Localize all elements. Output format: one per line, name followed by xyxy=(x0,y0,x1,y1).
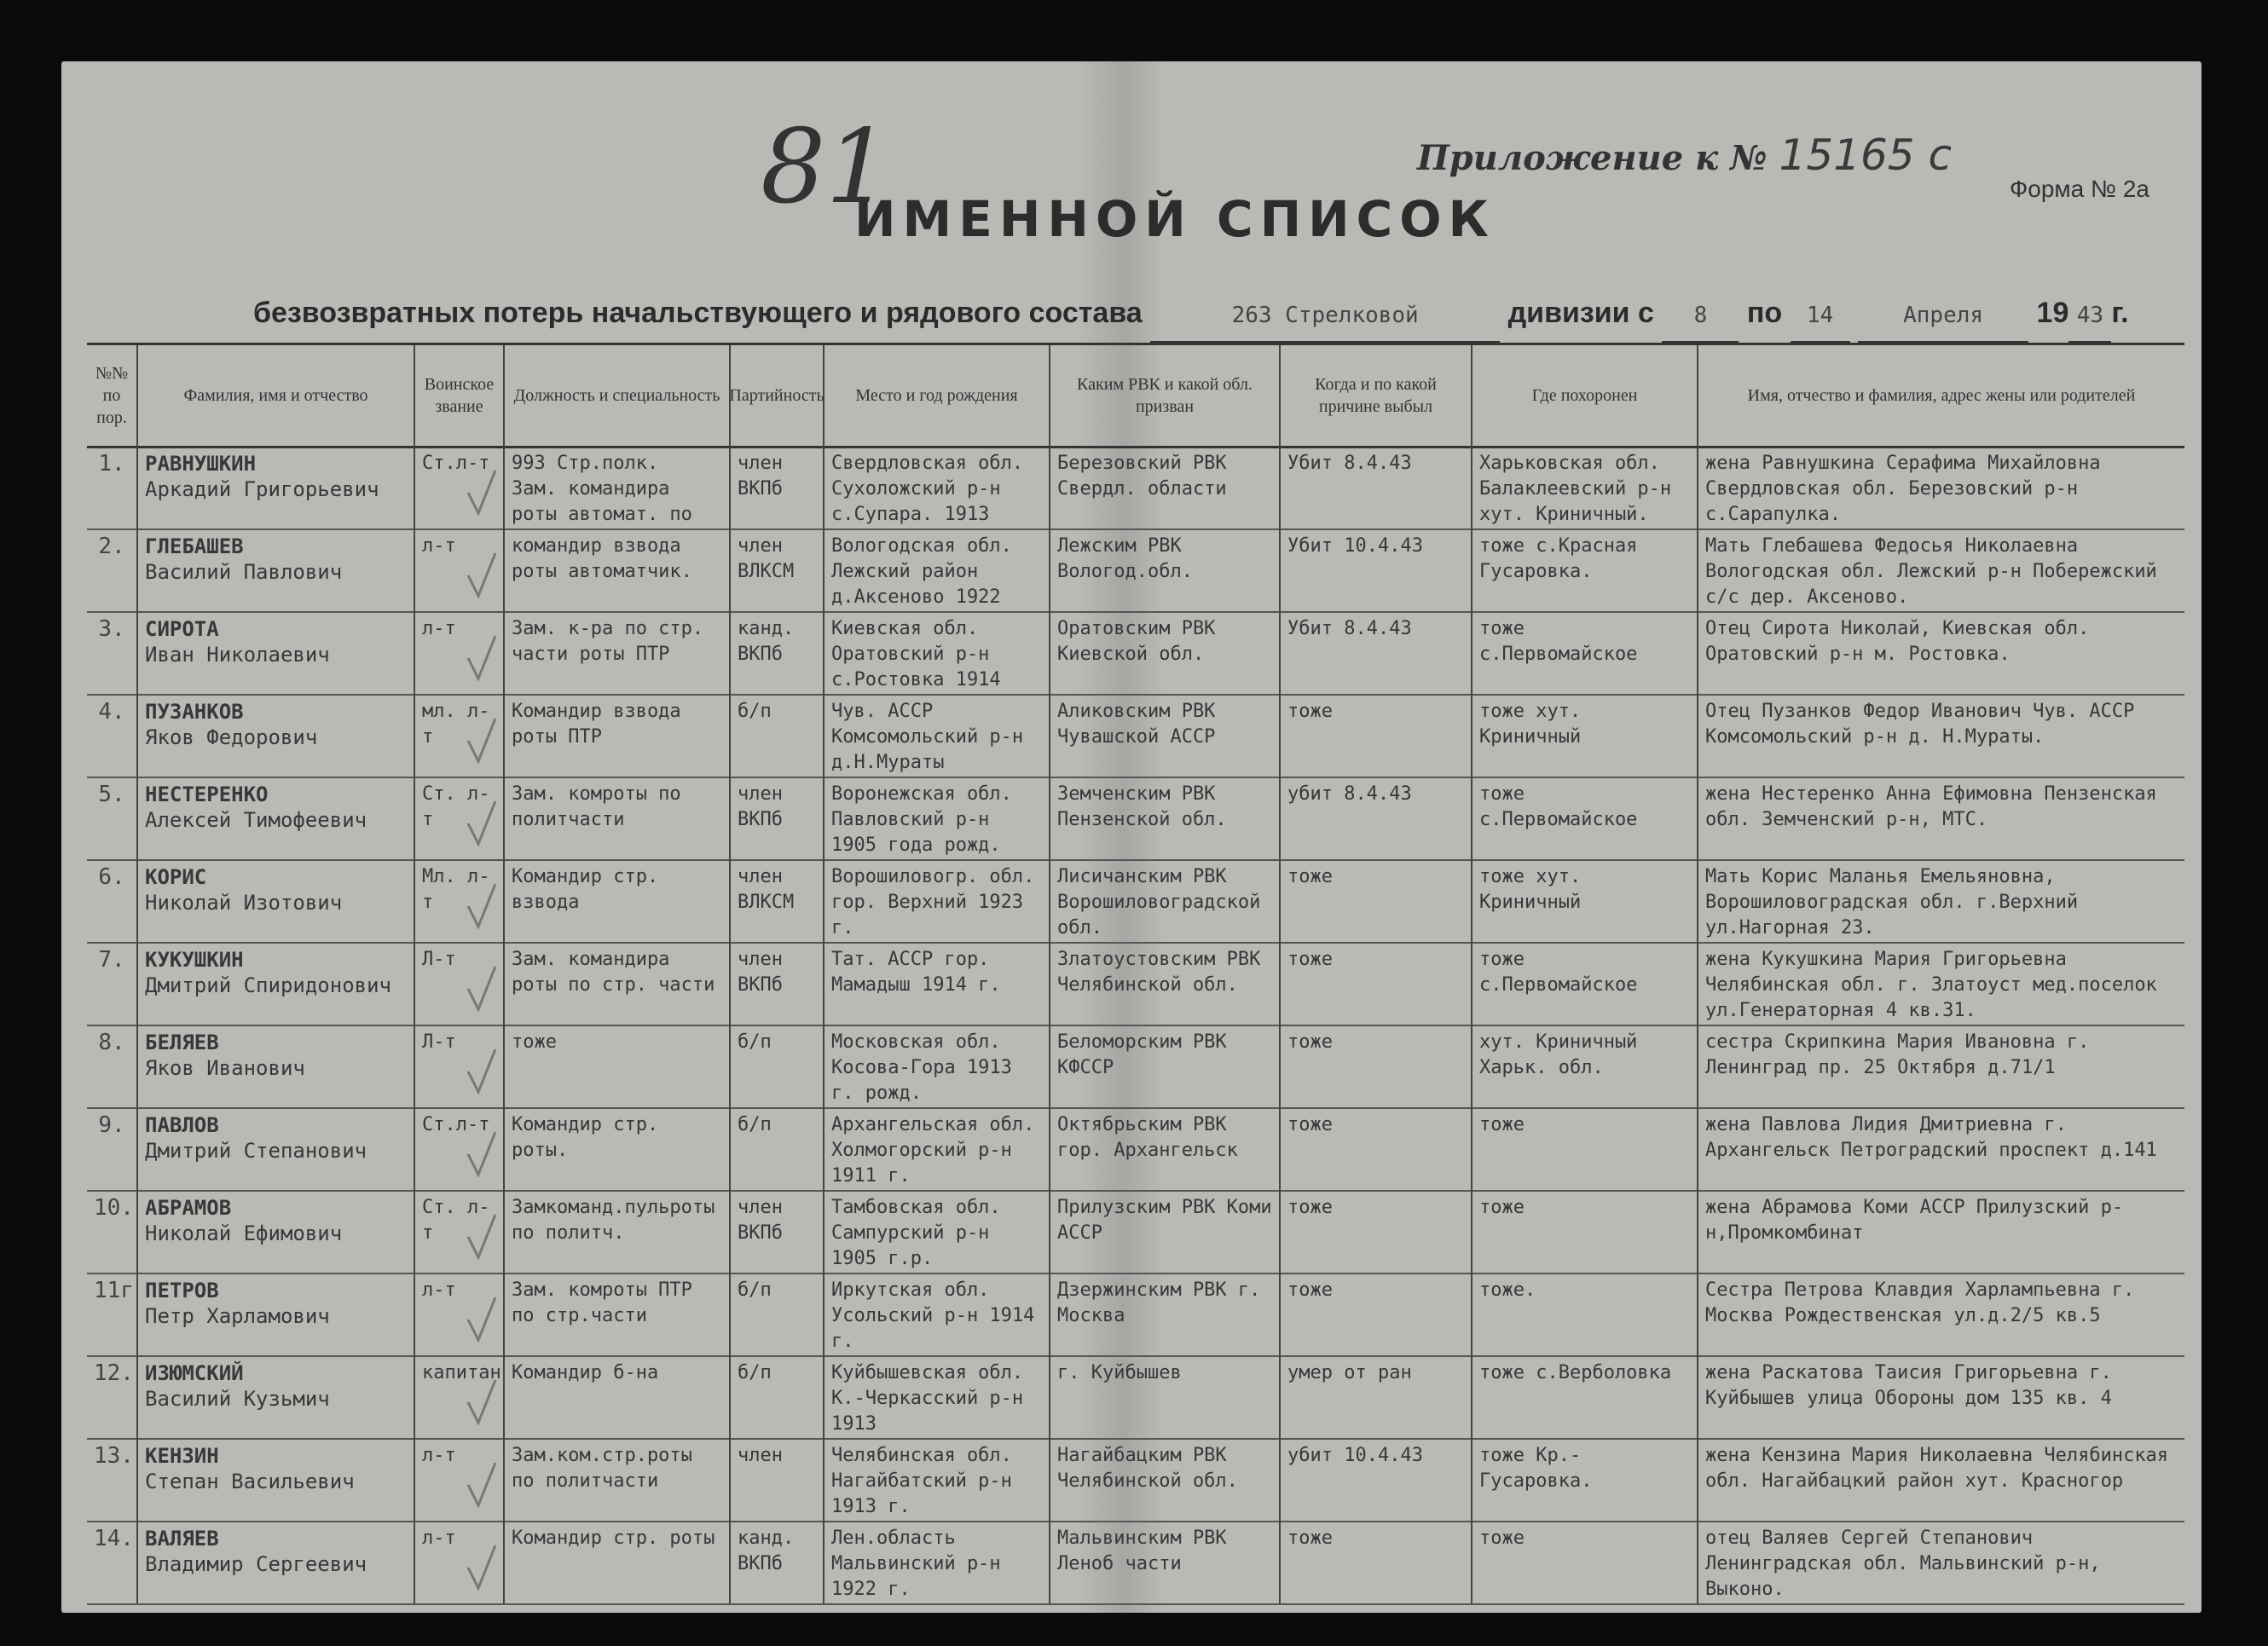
cell-name xyxy=(138,1355,415,1438)
cell-party: б/п xyxy=(731,1025,824,1107)
cell-position: Зам. к-ра по стр. части роты ПТР xyxy=(505,611,731,694)
cell-name xyxy=(138,1521,415,1603)
cell-rank: л-т xyxy=(415,528,505,611)
col-header-birth: Место и год рождения xyxy=(824,345,1050,446)
document-sheet xyxy=(61,61,2201,1613)
col-header-number: №№ по пор. xyxy=(87,345,138,446)
surname: ВАЛЯЕВ xyxy=(145,1527,219,1551)
cell-number: 8. xyxy=(87,1025,138,1107)
table-row xyxy=(87,1355,2184,1440)
cell-when: тоже xyxy=(1281,1521,1472,1603)
cell-relative: жена Кензина Мария Николаевна Челябинская обл. Нагайбацкий район хут. Красногор xyxy=(1705,1445,2169,1492)
cell-rank: Л-т xyxy=(415,942,505,1025)
checkmark-icon xyxy=(462,1211,499,1262)
cell-rank: л-т xyxy=(415,1273,505,1355)
cell-number: 7. xyxy=(87,942,138,1025)
year-end: г. xyxy=(2111,297,2129,329)
cell-rank: Л-т xyxy=(415,1025,505,1107)
cell-birth: Ворошиловогр. обл. гор. Верхний 1923 г. xyxy=(824,859,1050,942)
cell-number: 11г xyxy=(87,1273,138,1355)
cell-when: Убит 8.4.43 xyxy=(1281,611,1472,694)
cell-number: 9. xyxy=(87,1107,138,1190)
cell-birth: Куйбышевская обл. К.-Черкасский р-н 1913 xyxy=(824,1355,1050,1438)
table-row xyxy=(87,1273,2184,1357)
cell-buried: тоже xyxy=(1472,1521,1698,1603)
cell-rvk: Дзержинским РВК г. Москва xyxy=(1050,1273,1281,1355)
cell-birth: Лен.область Мальвинский р-н 1922 г. xyxy=(824,1521,1050,1603)
given-names: Василий Кузьмич xyxy=(145,1387,330,1411)
table-row xyxy=(87,446,2184,530)
cell-when: Убит 10.4.43 xyxy=(1281,528,1472,611)
cell-position: Командир б-на xyxy=(505,1355,731,1438)
cell-buried: тоже xyxy=(1472,1107,1698,1190)
cell-buried: тоже с.Красная Гусаровка. xyxy=(1472,528,1698,611)
cell-rvk: Земченским РВК Пензенской обл. xyxy=(1050,777,1281,859)
cell-buried: тоже хут. Криничный xyxy=(1472,859,1698,942)
cell-birth: Тат. АССР гор. Мамадыш 1914 г. xyxy=(824,942,1050,1025)
cell-party: член ВЛКСМ xyxy=(731,859,824,942)
cell-rank: Ст.л-т xyxy=(415,1107,505,1190)
date-to: 14 xyxy=(1791,290,1850,343)
cell-number: 1. xyxy=(87,446,138,528)
cell-rank: л-т xyxy=(415,1521,505,1603)
cell-buried: тоже с.Верболовка xyxy=(1472,1355,1698,1438)
surname: ИЗЮМСКИЙ xyxy=(145,1361,244,1385)
cell-rvk: Аликовским РВК Чувашской АССР xyxy=(1050,694,1281,777)
cell-name xyxy=(138,1107,415,1190)
checkmark-icon xyxy=(462,1377,499,1428)
month: Апреля xyxy=(1858,290,2028,343)
cell-relative: Отец Сирота Николай, Киевская обл. Оратовский р-н м. Ростовка. xyxy=(1705,618,2090,665)
cell-name xyxy=(138,777,415,859)
cell-position: Командир стр. роты xyxy=(505,1521,731,1603)
cell-birth: Московская обл. Косова-Гора 1913 г. рожд. xyxy=(824,1025,1050,1107)
appendix-label: Приложение к № xyxy=(1417,138,1768,178)
cell-party: член xyxy=(731,1438,824,1521)
cell-birth: Иркутская обл. Усольский р-н 1914 г. xyxy=(824,1273,1050,1355)
cell-relative: жена Раскатова Таисия Григорьевна г. Куйбышев улица Обороны дом 135 кв. 4 xyxy=(1705,1362,2112,1409)
checkmark-icon xyxy=(462,550,499,601)
checkmark-icon xyxy=(462,963,499,1014)
cell-name xyxy=(138,694,415,777)
cell-party: канд. ВКПб xyxy=(731,1521,824,1603)
cell-party: б/п xyxy=(731,1107,824,1190)
given-names: Иван Николаевич xyxy=(145,643,330,667)
cell-rank: л-т xyxy=(415,1438,505,1521)
surname: СИРОТА xyxy=(145,617,219,641)
cell-buried: тоже с.Первомайское xyxy=(1472,942,1698,1025)
table-row xyxy=(87,1107,2184,1192)
given-names: Алексей Тимофеевич xyxy=(145,808,367,832)
given-names: Яков Федорович xyxy=(145,725,318,749)
surname: НЕСТЕРЕНКО xyxy=(145,783,269,806)
cell-name xyxy=(138,942,415,1025)
cell-number: 5. xyxy=(87,777,138,859)
cell-rvk: Октябрьским РВК гор. Архангельск xyxy=(1050,1107,1281,1190)
cell-birth: Киевская обл. Оратовский р-н с.Ростовка 1914 xyxy=(824,611,1050,694)
table-row xyxy=(87,694,2184,778)
cell-buried: тоже с.Первомайское xyxy=(1472,777,1698,859)
division-label: дивизии с xyxy=(1507,297,1654,329)
surname: ПАВЛОВ xyxy=(145,1113,219,1137)
cell-name xyxy=(138,1438,415,1521)
cell-name xyxy=(138,1025,415,1107)
table-row xyxy=(87,859,2184,944)
given-names: Дмитрий Спиридонович xyxy=(145,973,391,997)
cell-when: умер от ран xyxy=(1281,1355,1472,1438)
table-row xyxy=(87,1438,2184,1522)
surname: ПЕТРОВ xyxy=(145,1279,219,1302)
cell-buried: тоже Кр.-Гусаровка. xyxy=(1472,1438,1698,1521)
surname: БЕЛЯЕВ xyxy=(145,1031,219,1054)
given-names: Василий Павлович xyxy=(145,560,343,584)
checkmark-icon xyxy=(462,1046,499,1097)
cell-number: 12. xyxy=(87,1355,138,1438)
col-header-position: Должность и специальность xyxy=(505,345,731,446)
cell-name xyxy=(138,611,415,694)
cell-when: тоже xyxy=(1281,1107,1472,1190)
cell-number: 13. xyxy=(87,1438,138,1521)
table-row xyxy=(87,1521,2184,1605)
table-row xyxy=(87,1190,2184,1274)
cell-name xyxy=(138,1190,415,1273)
cell-relative: Сестра Петрова Клавдия Харлампьевна г. Москва Рождественская ул.д.2/5 кв.5 xyxy=(1705,1279,2135,1326)
cell-buried: хут. Криничный Харьк. обл. xyxy=(1472,1025,1698,1107)
surname: РАВНУШКИН xyxy=(145,452,257,476)
date-from: 8 xyxy=(1662,290,1739,343)
appendix-number: 15165 с xyxy=(1779,130,1952,180)
cell-number: 14. xyxy=(87,1521,138,1603)
cell-party: канд. ВКПб xyxy=(731,611,824,694)
table-row xyxy=(87,777,2184,861)
col-header-party: Партийность xyxy=(731,345,824,446)
col-header-rvk: Каким РВК и какой обл. призван xyxy=(1050,345,1281,446)
given-names: Владимир Сергеевич xyxy=(145,1552,367,1576)
checkmark-icon xyxy=(462,1459,499,1510)
cell-birth: Архангельская обл. Холмогорский р-н 1911 г. xyxy=(824,1107,1050,1190)
subtitle-prefix: безвозвратных потерь начальствующего и рядового состава xyxy=(253,297,1143,329)
cell-party: член ВКПб xyxy=(731,1190,824,1273)
cell-party: б/п xyxy=(731,694,824,777)
date-to-label: по xyxy=(1746,297,1783,329)
surname: КОРИС xyxy=(145,865,207,889)
cell-rvk: Беломорским РВК КФССР xyxy=(1050,1025,1281,1107)
cell-rvk: г. Куйбышев xyxy=(1050,1355,1281,1438)
checkmark-icon xyxy=(462,798,499,849)
col-header-buried: Где похоронен xyxy=(1472,345,1698,446)
cell-rank: Ст. л-т xyxy=(415,1190,505,1273)
cell-party: б/п xyxy=(731,1273,824,1355)
cell-when: тоже xyxy=(1281,942,1472,1025)
given-names: Степан Васильевич xyxy=(145,1470,355,1493)
cell-rvk: Лисичанским РВК Ворошиловоградской обл. xyxy=(1050,859,1281,942)
cell-number: 2. xyxy=(87,528,138,611)
form-number: Форма № 2а xyxy=(2010,176,2149,202)
cell-when: Убит 8.4.43 xyxy=(1281,446,1472,528)
given-names: Аркадий Григорьевич xyxy=(145,477,379,501)
cell-rvk: Прилузским РВК Коми АССР xyxy=(1050,1190,1281,1273)
document-title: ИМЕННОЙ СПИСОК xyxy=(854,190,1496,248)
cell-number: 4. xyxy=(87,694,138,777)
appendix-reference xyxy=(1417,130,1952,181)
surname: КУКУШКИН xyxy=(145,948,244,972)
cell-rvk: Оратовским РВК Киевской обл. xyxy=(1050,611,1281,694)
cell-rvk: Березовский РВК Свердл. области xyxy=(1050,446,1281,528)
surname: ПУЗАНКОВ xyxy=(145,700,244,724)
col-header-rank: Воинское звание xyxy=(415,345,505,446)
cell-name xyxy=(138,859,415,942)
cell-number: 3. xyxy=(87,611,138,694)
cell-rank: мл. л-т xyxy=(415,694,505,777)
cell-rank: капитан xyxy=(415,1355,505,1438)
cell-party: член ВКПб xyxy=(731,446,824,528)
handwritten-page-number: 81 xyxy=(761,108,891,227)
cell-rank: л-т xyxy=(415,611,505,694)
cell-buried: тоже хут. Криничный xyxy=(1472,694,1698,777)
surname: АБРАМОВ xyxy=(145,1196,232,1220)
cell-rvk: Златоустовским РВК Челябинской обл. xyxy=(1050,942,1281,1025)
cell-rvk: Нагайбацким РВК Челябинской обл. xyxy=(1050,1438,1281,1521)
cell-relative: жена Равнушкина Серафима Михайловна Свердловская обл. Березовский р-н с.Сарапулка. xyxy=(1705,453,2101,525)
given-names: Николай Ефимович xyxy=(145,1222,343,1245)
cell-rank: Ст.л-т xyxy=(415,446,505,528)
given-names: Дмитрий Степанович xyxy=(145,1139,367,1163)
cell-birth: Челябинская обл. Нагайбатский р-н 1913 г. xyxy=(824,1438,1050,1521)
checkmark-icon xyxy=(462,715,499,766)
cell-position: Зам.ком.стр.роты по политчасти xyxy=(505,1438,731,1521)
cell-rank: Ст. л-т xyxy=(415,777,505,859)
col-header-relative: Имя, отчество и фамилия, адрес жены или родителей xyxy=(1747,386,2136,405)
cell-when: убит 8.4.43 xyxy=(1281,777,1472,859)
cell-position: Зам. комроты ПТР по стр.части xyxy=(505,1273,731,1355)
cell-buried: Харьковская обл. Балаклеевский р-н хут. Криничный. xyxy=(1472,446,1698,528)
cell-rvk: Лежским РВК Вологод.обл. xyxy=(1050,528,1281,611)
cell-relative: жена Нестеренко Анна Ефимовна Пензенская обл. Земченский р-н, МТС. xyxy=(1705,783,2157,830)
cell-relative: сестра Скрипкина Мария Ивановна г. Ленинград пр. 25 Октября д.71/1 xyxy=(1705,1031,2090,1078)
cell-party: член ВКПб xyxy=(731,777,824,859)
cell-birth: Чув. АССР Комсомольский р-н д.Н.Мураты xyxy=(824,694,1050,777)
cell-position: Замкоманд.пульроты по политч. xyxy=(505,1190,731,1273)
col-header-when: Когда и по какой причине выбыл xyxy=(1281,345,1472,446)
cell-relative: жена Кукушкина Мария Григорьевна Челябинская обл. г. Златоуст мед.поселок ул.Генераторная 4 кв.31. xyxy=(1705,949,2157,1021)
cell-birth: Вологодская обл. Лежский район д.Аксеново 1922 xyxy=(824,528,1050,611)
surname: ГЛЕБАШЕВ xyxy=(145,534,244,558)
cell-buried: тоже. xyxy=(1472,1273,1698,1355)
table-row xyxy=(87,942,2184,1026)
cell-name xyxy=(138,446,415,528)
cell-when: тоже xyxy=(1281,694,1472,777)
cell-number: 10. xyxy=(87,1190,138,1273)
cell-relative: Мать Корис Маланья Емельяновна, Ворошиловоградская обл. г.Верхний ул.Нагорная 23. xyxy=(1705,866,2079,939)
cell-birth: Воронежская обл. Павловский р-н 1905 года рожд. xyxy=(824,777,1050,859)
checkmark-icon xyxy=(462,1294,499,1345)
table-row xyxy=(87,611,2184,696)
cell-party: б/п xyxy=(731,1355,824,1438)
cell-relative: отец Валяев Сергей Степанович Ленинградская обл. Мальвинский р-н, Выконо. xyxy=(1705,1528,2101,1600)
cell-name xyxy=(138,528,415,611)
cell-when: убит 10.4.43 xyxy=(1281,1438,1472,1521)
cell-when: тоже xyxy=(1281,1025,1472,1107)
cell-position: Зам. комроты по политчасти xyxy=(505,777,731,859)
cell-position: Зам. командира роты по стр. части xyxy=(505,942,731,1025)
col-header-name: Фамилия, имя и отчество xyxy=(138,345,415,446)
checkmark-icon xyxy=(462,467,499,518)
casualty-table xyxy=(87,343,2184,1604)
cell-when: тоже xyxy=(1281,1273,1472,1355)
year-prefix: 19 xyxy=(2036,297,2069,329)
cell-party: член ВЛКСМ xyxy=(731,528,824,611)
cell-position: Командир стр. взвода xyxy=(505,859,731,942)
table-row xyxy=(87,1025,2184,1109)
cell-position: 993 Стр.полк. Зам. командира роты автомат. по xyxy=(505,446,731,528)
cell-party: член ВКПб xyxy=(731,942,824,1025)
cell-relative: Мать Глебашева Федосья Николаевна Вологодская обл. Лежский р-н Побережский с/с дер. Аксеново. xyxy=(1705,535,2157,608)
cell-rvk: Мальвинским РВК Леноб части xyxy=(1050,1521,1281,1603)
cell-relative: жена Абрамова Коми АССР Прилузский р-н,Промкомбинат xyxy=(1705,1197,2124,1244)
cell-position: командир взвода роты автоматчик. xyxy=(505,528,731,611)
table-header xyxy=(87,343,2184,448)
surname: КЕНЗИН xyxy=(145,1444,219,1468)
cell-when: тоже xyxy=(1281,859,1472,942)
cell-name xyxy=(138,1273,415,1355)
document-subtitle xyxy=(253,287,2201,338)
cell-relative: Отец Пузанков Федор Иванович Чув. АССР Комсомольский р-н д. Н.Мураты. xyxy=(1705,701,2135,748)
given-names: Николай Изотович xyxy=(145,891,343,915)
cell-birth: Тамбовская обл. Сампурский р-н 1905 г.р. xyxy=(824,1190,1050,1273)
cell-when: тоже xyxy=(1281,1190,1472,1273)
cell-birth: Свердловская обл. Сухоложский р-н с.Супара. 1913 xyxy=(824,446,1050,528)
given-names: Петр Харламович xyxy=(145,1304,330,1328)
checkmark-icon xyxy=(462,1129,499,1180)
cell-position: Командир стр. роты. xyxy=(505,1107,731,1190)
cell-rank: Мл. л-т xyxy=(415,859,505,942)
cell-relative: жена Павлова Лидия Дмитриевна г. Архангельск Петроградский проспект д.141 xyxy=(1705,1114,2157,1161)
year-suffix: 43 xyxy=(2068,290,2111,343)
cell-buried: тоже xyxy=(1472,1190,1698,1273)
given-names: Яков Иванович xyxy=(145,1056,305,1080)
checkmark-icon xyxy=(462,632,499,684)
table-row xyxy=(87,528,2184,613)
checkmark-icon xyxy=(462,1542,499,1593)
division-name: 263 Стрелковой xyxy=(1150,290,1500,343)
checkmark-icon xyxy=(462,881,499,932)
cell-position: тоже xyxy=(505,1025,731,1107)
cell-buried: тоже с.Первомайское xyxy=(1472,611,1698,694)
cell-position: Командир взвода роты ПТР xyxy=(505,694,731,777)
cell-number: 6. xyxy=(87,859,138,942)
